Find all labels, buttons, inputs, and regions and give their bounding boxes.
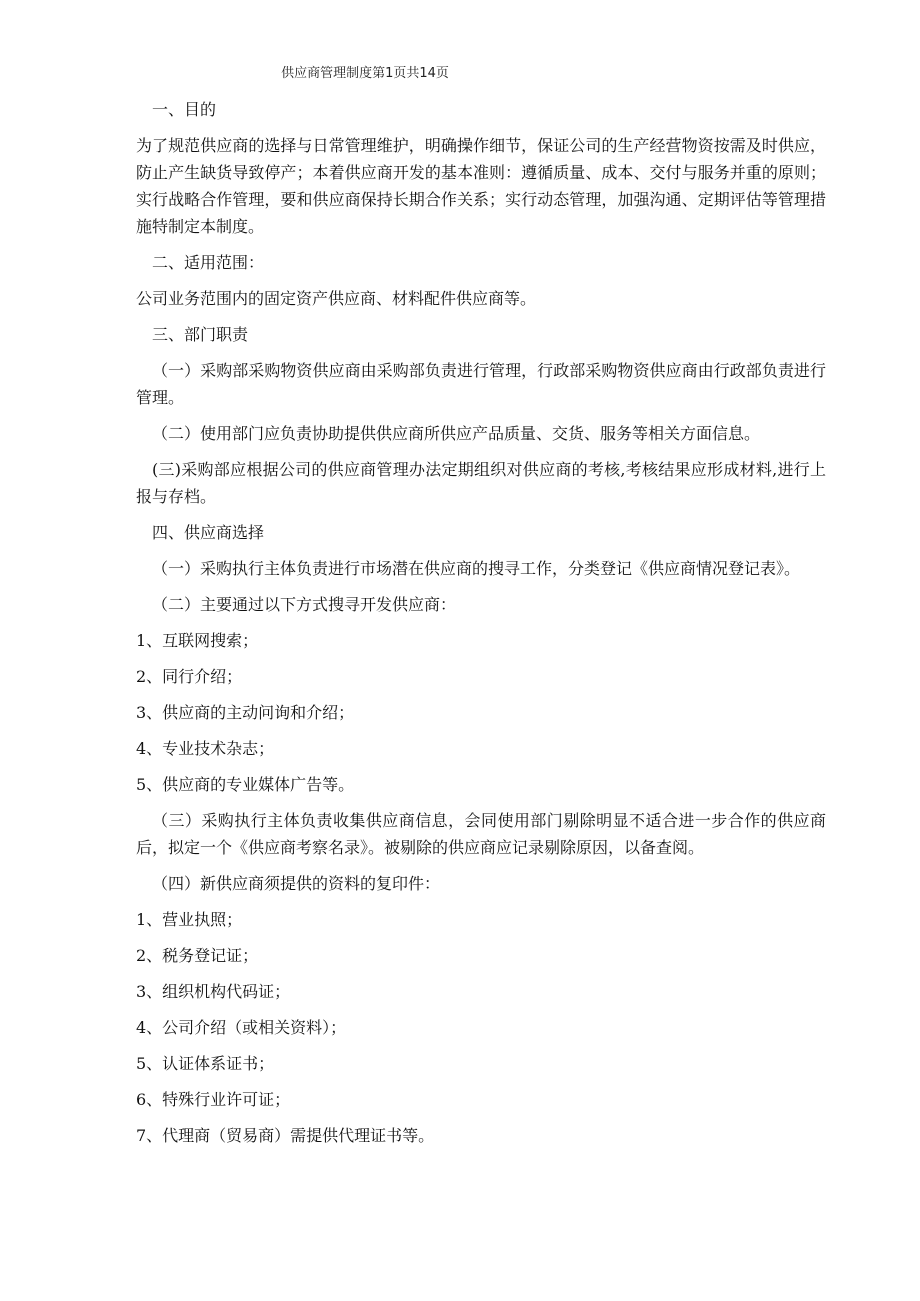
page-header: 供应商管理制度第1页共14页 <box>281 66 449 81</box>
paragraph: 1、营业执照； <box>136 910 243 929</box>
paragraph: 四、供应商选择 <box>152 523 265 542</box>
paragraph: 公司业务范围内的固定资产供应商、材料配件供应商等。 <box>136 289 537 308</box>
paragraph: 4、公司介绍（或相关资料）； <box>136 1018 347 1037</box>
paragraph: 5、认证体系证书； <box>136 1054 275 1073</box>
paragraph: （二）使用部门应负责协助提供供应商所供应产品质量、交货、服务等相关方面信息。 <box>152 424 761 443</box>
paragraph: 一、目的 <box>152 100 217 119</box>
paragraph: 为了规范供应商的选择与日常管理维护，明确操作细节，保证公司的生产经营物资按需及时供应，防止产生缺货导致停产；本着供应商开发的基本准则：遵循质量、成本、交付与服务并重的原则；实行战略合作管理，要和供应商保持长期合作关系；实行动态管理，加强沟通、定期评估等管理措施特制定本制度。 <box>136 136 826 236</box>
paragraph: (三)采购部应根据公司的供应商管理办法定期组织对供应商的考核,考核结果应形成材料,进行上报与存档。 <box>136 460 826 506</box>
paragraph: 三、部门职责 <box>152 325 249 344</box>
paragraph: 7、代理商（贸易商）需提供代理证书等。 <box>136 1126 435 1145</box>
paragraph: 4、专业技术杂志； <box>136 739 275 758</box>
paragraph: （三）采购执行主体负责收集供应商信息，会同使用部门剔除明显不适合进一步合作的供应商后，拟定一个《供应商考察名录》。被剔除的供应商应记录剔除原因，以备查阅。 <box>136 811 826 857</box>
paragraph: （二）主要通过以下方式搜寻开发供应商： <box>152 595 457 614</box>
paragraph: 2、税务登记证； <box>136 946 259 965</box>
paragraph: （一）采购执行主体负责进行市场潜在供应商的搜寻工作，分类登记《供应商情况登记表》。 <box>152 559 801 578</box>
paragraph: （一）采购部采购物资供应商由采购部负责进行管理，行政部采购物资供应商由行政部负责进行管理。 <box>136 361 826 407</box>
paragraph: （四）新供应商须提供的资料的复印件： <box>152 874 441 893</box>
document-body <box>136 96 826 1158</box>
paragraph: 3、供应商的主动问询和介绍； <box>136 703 355 722</box>
paragraph: 1、互联网搜索； <box>136 631 259 650</box>
paragraph: 3、组织机构代码证； <box>136 982 291 1001</box>
paragraph: 6、特殊行业许可证； <box>136 1090 291 1109</box>
paragraph: 2、同行介绍； <box>136 667 243 686</box>
paragraph: 二、适用范围： <box>152 253 265 272</box>
paragraph: 5、供应商的专业媒体广告等。 <box>136 775 355 794</box>
